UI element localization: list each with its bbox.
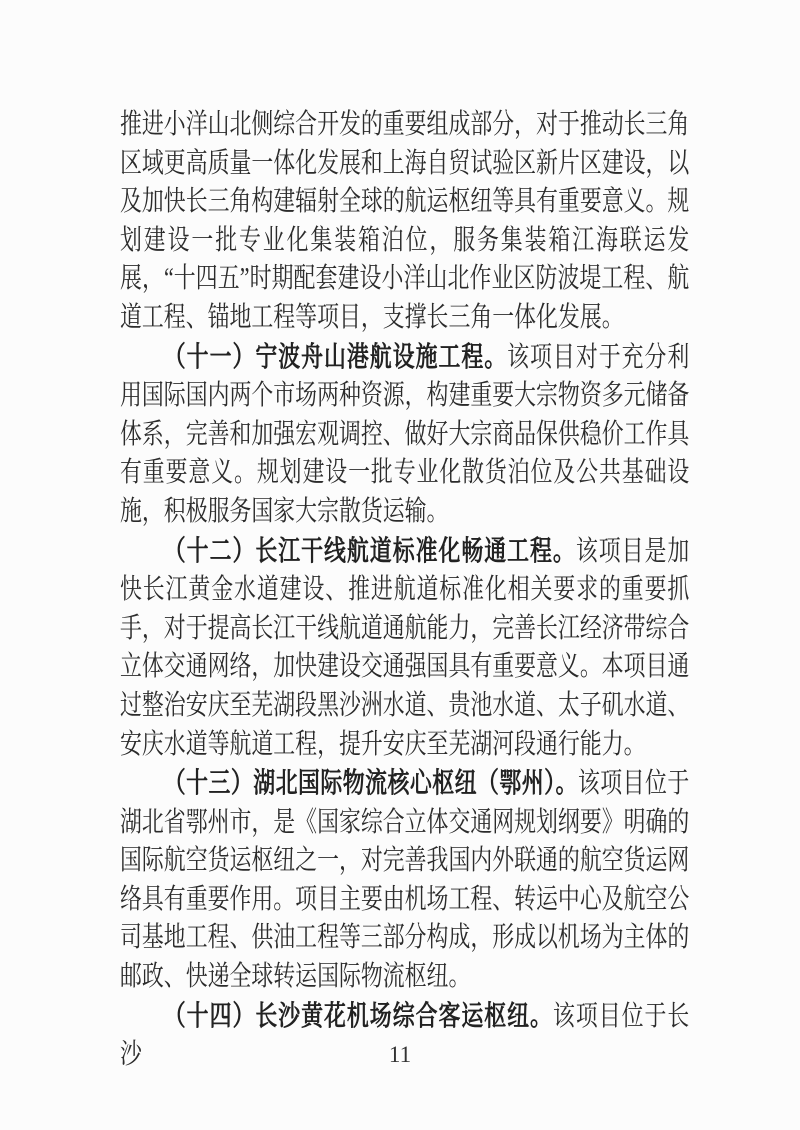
document-body xyxy=(120,106,689,1075)
paragraph-heading: （十四）长沙黄花机场综合客运枢纽。 xyxy=(163,999,553,1031)
paragraph-heading: （十一）宁波舟山港航设施工程。 xyxy=(163,340,508,372)
paragraph xyxy=(120,764,689,997)
paragraph-heading: （十三）湖北国际物流核心枢纽（鄂州）。 xyxy=(163,767,578,799)
paragraph-text: 该项目是加快长江黄金水道建设、推进航道标准化相关要求的重要抓手，对于提高长江干线航道通航能力，完善长江经济带综合立体交通网络，加快建设交通强国具有重要意义。本项目通过整治安庆至芜湖段黑沙洲水道、贵池水道、太子矶水道、安庆水道等航道工程，提升安庆至芜湖河段通行能力。 xyxy=(120,535,690,760)
paragraph-text: 该项目对于充分利用国际国内两个市场两种资源，构建重要大宗物资多元储备体系，完善和加强宏观调控、做好大宗商品保供稳价工作具有重要意义。规划建设一批专业化散货泊位及公共基础设施，积极服务国家大宗散货运输。 xyxy=(120,341,690,527)
page-number: 11 xyxy=(388,1042,412,1067)
paragraph-text: 该项目位于长沙 xyxy=(120,1000,690,1071)
paragraph xyxy=(120,106,689,338)
paragraph-text: 推进小洋山北侧综合开发的重要组成部分，对于推动长三角区域更高质量一体化发展和上海自贸试验区新片区建设，以及加快长三角构建辐射全球的航运枢纽等具有重要意义。规划建设一批专业化集装箱泊位，服务集装箱江海联运发展，“十四五”时期配套建设小洋山北作业区防波堤工程、航道工程、锚地工程等项目，支撑长三角一体化发展。 xyxy=(120,109,690,333)
paragraph xyxy=(120,338,689,532)
paragraph-heading: （十二）长江干线航道标准化畅通工程。 xyxy=(163,534,576,566)
paragraph xyxy=(120,532,689,765)
paragraph-text: 该项目位于湖北省鄂州市，是《国家综合立体交通网规划纲要》明确的国际航空货运枢纽之一，对完善我国内外联通的航空货运网络具有重要作用。项目主要由机场工程、转运中心及航空公司基地工程、供油工程等三部分构成，形成以机场为主体的邮政、快递全球转运国际物流枢纽。 xyxy=(120,768,690,993)
